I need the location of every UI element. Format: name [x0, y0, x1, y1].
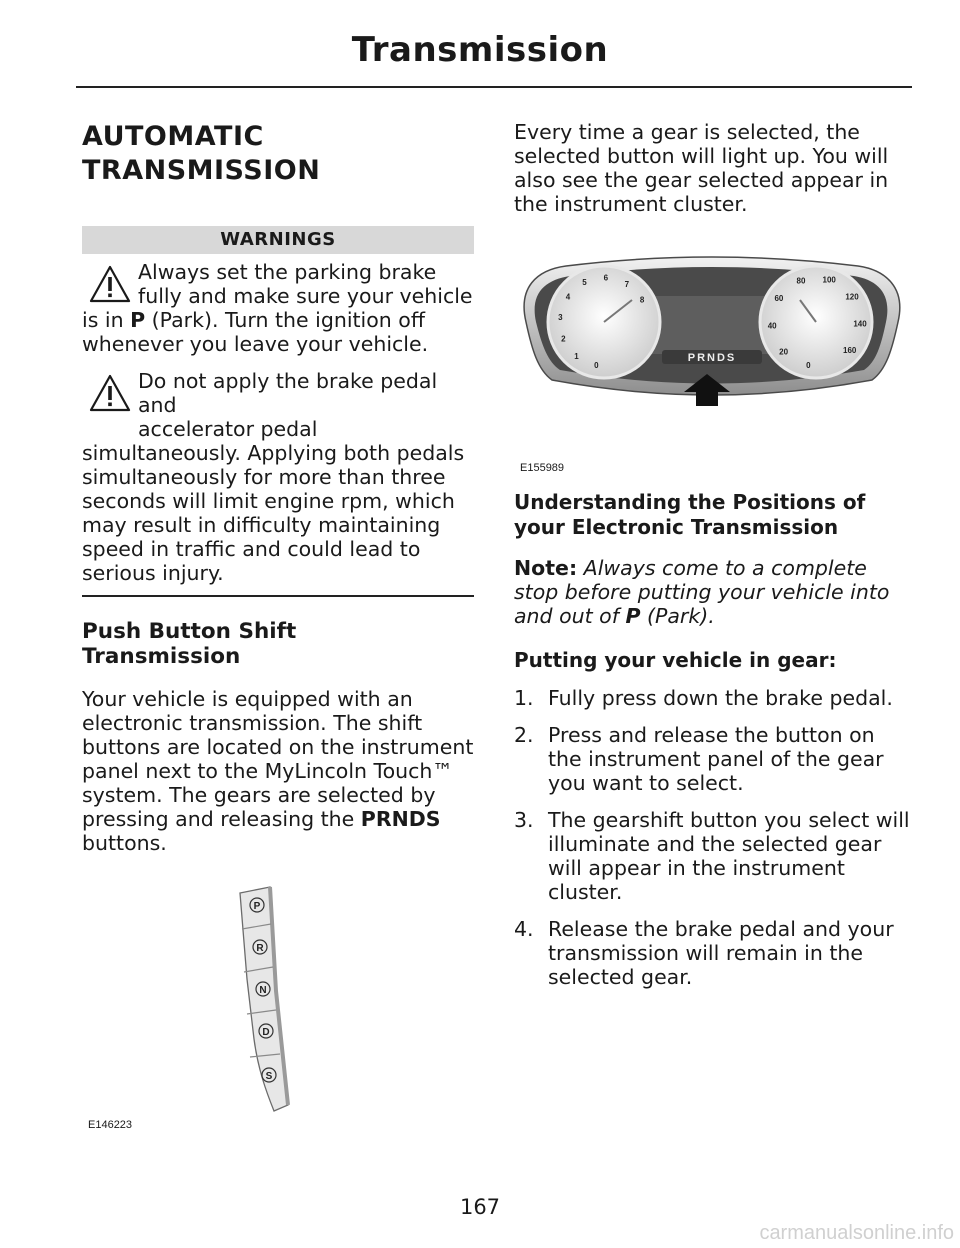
warning-1-line1: Always set the parking brake — [138, 260, 437, 284]
park-letter: P — [130, 308, 146, 332]
speedo-tick-label: 60 — [774, 294, 784, 303]
right-column — [514, 120, 910, 989]
putting-heading: Putting your vehicle in gear: — [514, 648, 837, 672]
warning-2-line1: Do not apply the brake pedal and — [138, 369, 438, 417]
list-item — [514, 723, 910, 795]
positions-heading-line2: your Electronic Transmission — [514, 515, 839, 539]
step-number: 1. — [514, 686, 534, 710]
tach-tick-label: 4 — [565, 292, 571, 302]
step-number: 2. — [514, 723, 534, 747]
shift-button-label: R — [256, 942, 264, 954]
step-number: 3. — [514, 808, 534, 832]
note-paragraph — [514, 556, 910, 628]
speedo-tick-label: 40 — [767, 321, 777, 331]
left-column — [82, 120, 474, 1129]
speedo-tick-label: 160 — [843, 345, 857, 355]
warning-triangle-icon — [88, 373, 132, 413]
gear-intro: Every time a gear is selected, the selected button will light up. You will also see the gear selected appear in the instrument cluster. — [514, 120, 889, 216]
figure-id: E146223 — [88, 1118, 133, 1131]
tach-tick-label: 7 — [624, 280, 630, 290]
list-item — [514, 808, 910, 904]
shift-button-label: S — [265, 1070, 273, 1082]
section-heading-line2: TRANSMISSION — [82, 155, 321, 186]
body-post: buttons. — [82, 830, 167, 855]
tach-tick-label: 6 — [603, 273, 609, 283]
note-park-letter: P — [625, 604, 641, 628]
page-number: 167 — [459, 1195, 501, 1219]
cluster-prnds-readout: PRNDS — [687, 352, 737, 364]
subheading — [82, 619, 474, 669]
tach-tick-label: 3 — [558, 312, 563, 322]
warning-1-post: (Park). Turn the ignition off — [145, 308, 425, 332]
shift-button-label: P — [253, 900, 261, 912]
warning-1-line3 — [82, 308, 474, 332]
watermark-text: carmanualsonline.info — [759, 1222, 954, 1244]
warning-2-line2: accelerator pedal — [138, 417, 318, 441]
speedo-tick-label: 140 — [853, 319, 867, 329]
tach-tick-label: 8 — [639, 295, 645, 305]
gear-steps-list — [514, 686, 910, 989]
body-pre: Your vehicle is equipped with an electronic transmission. The shift buttons are located on the instrument panel next to the MyLincoln Touch™ system. The gears are selected by pressing and releasing the — [82, 686, 474, 831]
step-text: Fully press down the brake pedal. — [548, 686, 893, 710]
warning-2-rest: simultaneously. Applying both pedals simultaneously for more than three seconds will limit engine rpm, which may result in difficulty maintaining speed in traffic and could lead to serious injury. — [82, 441, 465, 585]
instrument-cluster-illustration — [514, 230, 910, 480]
speedo-tick-label: 120 — [845, 292, 859, 302]
note-post: (Park). — [640, 604, 715, 628]
warning-1-line4: whenever you leave your vehicle. — [82, 332, 429, 356]
positions-heading-line1: Understanding the Positions of — [514, 490, 866, 514]
instrument-cluster-figure — [514, 230, 910, 480]
shift-button-label: D — [262, 1026, 270, 1038]
note-label: Note: — [514, 556, 578, 580]
warning-1 — [82, 260, 474, 356]
subheading-line2: Transmission — [82, 643, 241, 669]
tach-tick-label: 0 — [594, 361, 599, 370]
step-text: The gearshift button you select will illuminate and the selected gear will appear in the instrument cluster. — [548, 808, 910, 904]
warning-1-line2: fully and make sure your vehicle — [138, 284, 473, 308]
subheading-line1: Push Button Shift — [82, 618, 297, 644]
step-text: Press and release the button on the instrument panel of the gear you want to select. — [548, 723, 884, 795]
warnings-banner: WARNINGS — [82, 226, 474, 254]
prnds-bold: PRNDS — [360, 806, 441, 831]
shift-buttons-illustration — [82, 879, 474, 1129]
warnings-end-rule — [82, 595, 474, 597]
section-heading-line1: AUTOMATIC — [82, 121, 264, 152]
tach-tick-label: 2 — [561, 334, 566, 344]
tach-tick-label: 5 — [582, 278, 587, 288]
step-text: Release the brake pedal and your transmission will remain in the selected gear. — [548, 917, 894, 989]
section-heading — [82, 120, 474, 188]
figure-id: E155989 — [520, 462, 565, 474]
warning-2 — [82, 369, 474, 585]
list-item — [514, 917, 910, 989]
positions-heading — [514, 490, 910, 540]
note-pre: Always come to a complete stop before putting your vehicle into and out of — [514, 556, 890, 628]
warning-1-pre: is in — [82, 308, 131, 332]
speedo-tick-label: 100 — [822, 275, 836, 285]
header-rule — [76, 86, 912, 88]
list-item — [514, 686, 910, 710]
tach-tick-label: 1 — [574, 352, 579, 361]
page-header-title: Transmission — [351, 30, 609, 70]
push-button-body — [82, 687, 474, 855]
speedo-tick-label: 80 — [796, 276, 806, 286]
shift-buttons-figure — [82, 879, 474, 1129]
warning-triangle-icon — [88, 264, 132, 304]
speedo-tick-label: 0 — [806, 361, 811, 370]
step-number: 4. — [514, 917, 534, 941]
speedo-tick-label: 20 — [779, 347, 789, 357]
shift-button-label: N — [259, 984, 267, 996]
